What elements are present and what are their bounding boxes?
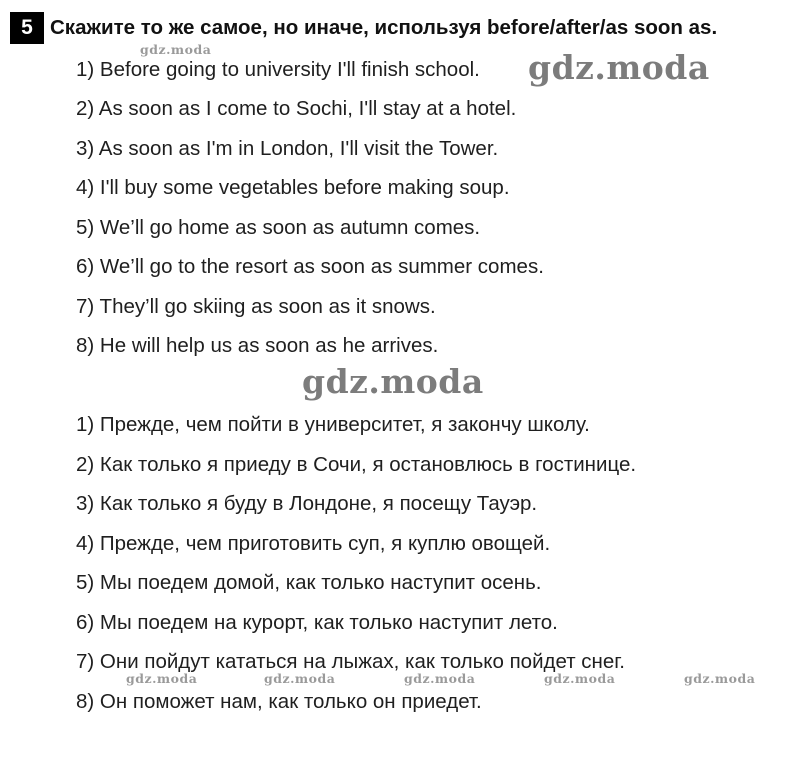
exercise-header	[10, 12, 717, 44]
watermark-top-small: gdz.moda	[140, 42, 212, 57]
russian-translation-2: 2) Как только я приеду в Сочи, я остановлюсь в гостинице.	[76, 453, 637, 476]
exercise-number-badge: 5	[10, 12, 44, 44]
watermark-bottom-2: gdz.moda	[264, 671, 336, 686]
english-answer-3: 3) As soon as I'm in London, I'll visit the Tower.	[76, 137, 499, 160]
english-answer-7: 7) They’ll go skiing as soon as it snows.	[76, 295, 436, 318]
english-answer-4: 4) I'll buy some vegetables before making soup.	[76, 176, 510, 199]
russian-translation-3: 3) Как только я буду в Лондоне, я посещу Тауэр.	[76, 492, 538, 515]
russian-translation-4: 4) Прежде, чем приготовить суп, я куплю овощей.	[76, 532, 551, 555]
watermark-top-big: gdz.moda	[528, 48, 710, 87]
watermark-bottom-3: gdz.moda	[404, 671, 476, 686]
russian-translation-7: 7) Они пойдут кататься на лыжах, как только пойдет снег.	[76, 650, 625, 673]
english-answer-2: 2) As soon as I come to Sochi, I'll stay at a hotel.	[76, 97, 517, 120]
watermark-bottom-5: gdz.moda	[684, 671, 756, 686]
exercise-instruction: Скажите то же самое, но иначе, используя before/after/as soon as.	[50, 16, 718, 39]
russian-translation-5: 5) Мы поедем домой, как только наступит осень.	[76, 571, 542, 594]
english-answer-6: 6) We’ll go to the resort as soon as summer comes.	[76, 255, 544, 278]
russian-translation-6: 6) Мы поедем на курорт, как только наступит лето.	[76, 611, 558, 634]
english-answer-5: 5) We’ll go home as soon as autumn comes.	[76, 216, 481, 239]
russian-translation-1: 1) Прежде, чем пойти в университет, я закончу школу.	[76, 413, 590, 436]
english-answer-8: 8) He will help us as soon as he arrives.	[76, 334, 439, 357]
watermark-bottom-4: gdz.moda	[544, 671, 616, 686]
english-answer-1: 1) Before going to university I'll finish school.	[76, 58, 480, 81]
watermark-bottom-1: gdz.moda	[126, 671, 198, 686]
watermark-middle-big: gdz.moda	[302, 362, 484, 401]
russian-translation-8: 8) Он поможет нам, как только он приедет.	[76, 690, 482, 713]
